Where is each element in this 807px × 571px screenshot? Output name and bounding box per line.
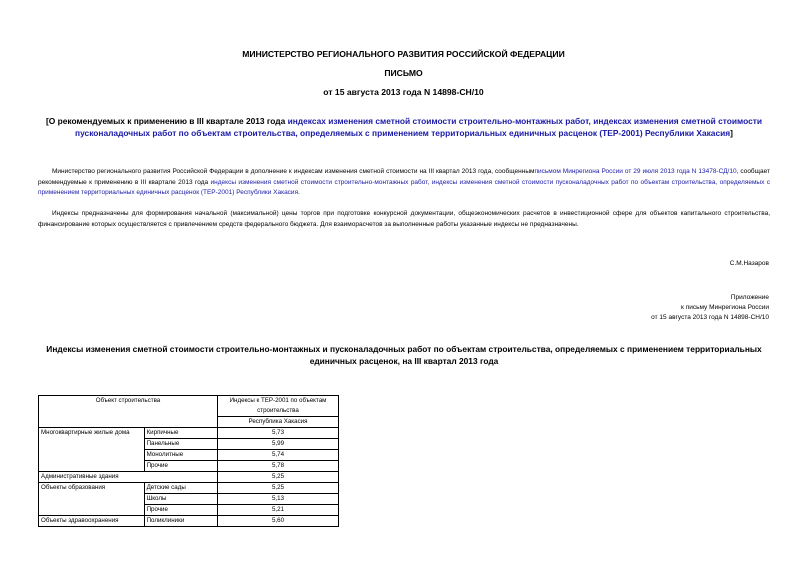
paragraph-2-text: Индексы предназначены для формирования начальной (максимальной) цены торгов при подготовке конкурсной документации, общеэкономических расчетов в инвестиционной сфере для объектов капитального строительства, финансирование которых осуществляется с привлечением средств федерального бюджета. Для взаиморасчетов за выполненные работы указанные индексы не предназначены. <box>38 210 770 228</box>
document-type: ПИСЬМО <box>384 68 423 78</box>
paragraph-1-text-1: Министерство регионального развития Российской Федерации в дополнение к индексам изменения сметной стоимости на III квартал 2013 года, сообщенным <box>52 168 535 175</box>
row-name: Кирпичные <box>144 428 217 439</box>
indices-table <box>38 395 339 527</box>
group-education: Объекты образования <box>39 483 145 516</box>
row-value: 5,60 <box>218 516 339 527</box>
row-name: Монолитные <box>144 450 217 461</box>
paragraph-1 <box>38 167 770 199</box>
appendix-line-3: от 15 августа 2013 года N 14898-СН/10 <box>651 314 769 321</box>
paragraph-1-text-3: . <box>298 189 300 196</box>
row-name: Школы <box>144 494 217 505</box>
table-row <box>39 472 339 483</box>
header-index: Индексы к ТЕР-2001 по объектам строительства <box>218 396 339 417</box>
appendix-line-1: Приложение <box>730 294 769 301</box>
header-region: Республика Хакасия <box>218 417 339 428</box>
group-residential: Многоквартирные жилые дома <box>39 428 145 472</box>
table-row <box>39 428 339 439</box>
appendix-line-2: к письму Минрегиона России <box>681 304 769 311</box>
row-value: 5,25 <box>218 483 339 494</box>
table-title: Индексы изменения сметной стоимости строительно-монтажных и пусконаладочных работ по объектам строительства, определяемых с применением территориальных единичных расценок, на III квартал 2013 года <box>46 344 762 366</box>
letter-subject <box>38 115 770 139</box>
row-name: Прочие <box>144 461 217 472</box>
row-value: 5,13 <box>218 494 339 505</box>
subject-close: ] <box>730 128 733 138</box>
table-row <box>39 516 339 527</box>
row-value: 5,74 <box>218 450 339 461</box>
ministry-heading: МИНИСТЕРСТВО РЕГИОНАЛЬНОГО РАЗВИТИЯ РОССИЙСКОЙ ФЕДЕРАЦИИ <box>242 49 565 59</box>
row-name: Панельные <box>144 439 217 450</box>
subject-link[interactable]: индексах изменения сметной стоимости строительно-монтажных работ, индексах изменения сметной стоимости пусконаладочных работ по объектам строительства, определяемых с применением территориальных единичных расценок (ТЕР-2001) Республики Хакасия <box>75 116 763 138</box>
row-value: 5,21 <box>218 505 339 516</box>
row-value: 5,78 <box>218 461 339 472</box>
row-value: 5,73 <box>218 428 339 439</box>
row-name: Детские сады <box>144 483 217 494</box>
signature: С.М.Назаров <box>729 260 769 267</box>
subject-open: [О рекомендуемых к применению в III квартале 2013 года <box>45 116 288 126</box>
header-object: Объект строительства <box>39 396 218 428</box>
table-row <box>39 483 339 494</box>
row-value: 5,99 <box>218 439 339 450</box>
row-value: 5,25 <box>218 472 339 483</box>
indices-link[interactable]: индексы изменения сметной стоимости строительно-монтажных работ, индексы изменения сметной стоимости пусконаладочных работ по объектам строительства, определяемых с применением территориальных единичных расценок (ТЕР-2001) Республики Хакасия <box>38 178 770 196</box>
row-name: Прочие <box>144 505 217 516</box>
appendix-block <box>651 293 769 323</box>
paragraph-1-text-2: , сообщает рекомендуемые к применению в III квартале 2013 года <box>38 168 770 186</box>
group-health: Объекты здравоохранения <box>39 516 145 527</box>
paragraph-2 <box>38 209 770 230</box>
row-name: Поликлиники <box>144 516 217 527</box>
reference-letter-link[interactable]: письмом Минрегиона России от 29 июля 2013 года N 13478-СД/10 <box>534 168 737 175</box>
table-header-row <box>39 396 339 417</box>
document-date-number: от 15 августа 2013 года N 14898-СН/10 <box>323 87 484 97</box>
group-admin: Административные здания <box>39 472 218 483</box>
